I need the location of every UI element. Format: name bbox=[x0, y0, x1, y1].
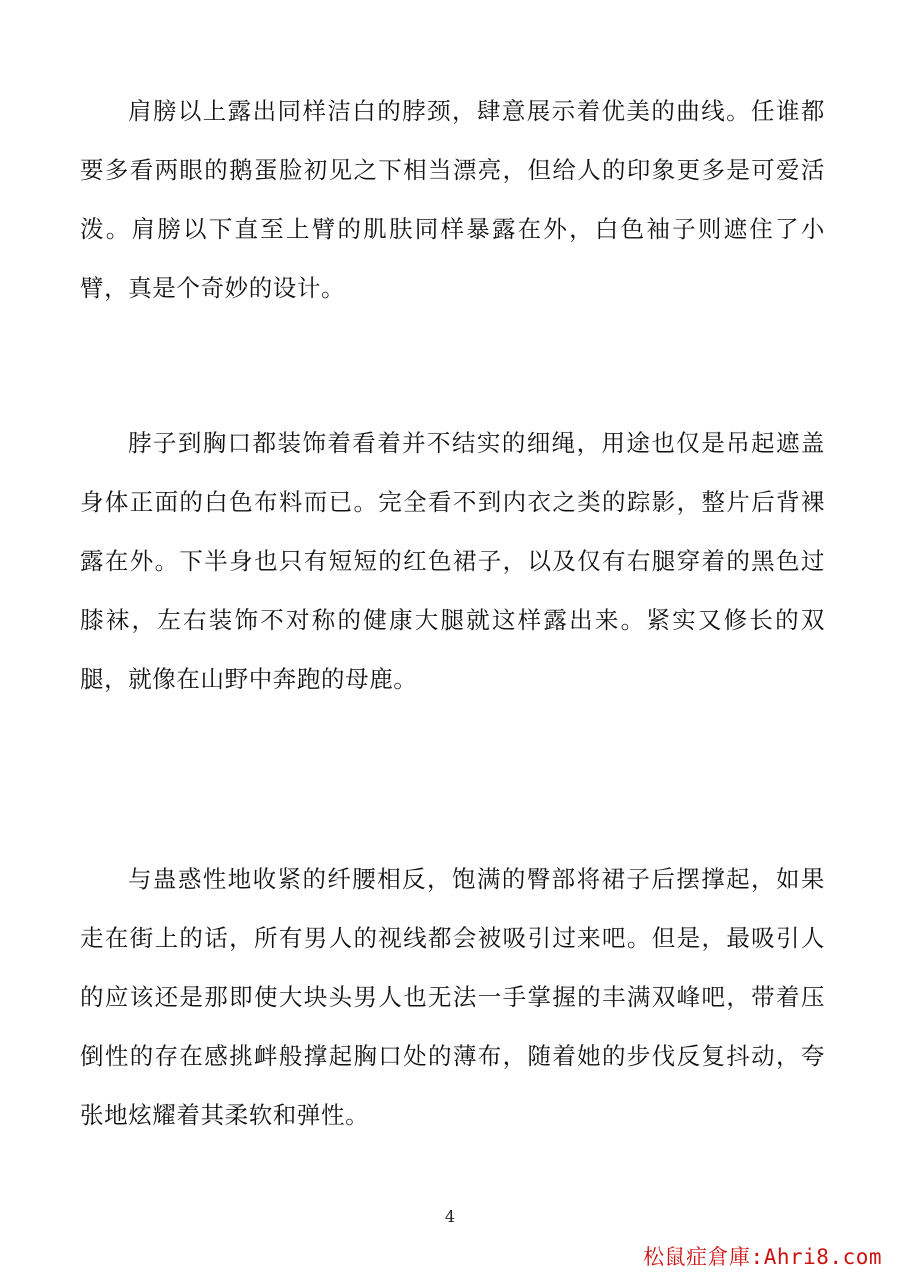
watermark: 松鼠症倉庫:Ahri8.com bbox=[643, 1245, 882, 1269]
paragraph-3: 与蛊惑性地收紧的纤腰相反，饱满的臀部将裙子后摆撑起，如果走在街上的话，所有男人的视线都会被吸引过来吧。但是，最吸引人的应该还是那即使大块头男人也无法一手掌握的丰满双峰吧，带着压倒性的存在感挑衅般撑起胸口处的薄布，随着她的步伐反复抖动，夸张地炫耀着其柔软和弹性。 bbox=[80, 865, 825, 1129]
paragraph-2: 脖子到胸口都装饰着看着并不结实的细绳，用途也仅是吊起遮盖身体正面的白色布料而已。完全看不到内衣之类的踪影，整片后背裸露在外。下半身也只有短短的红色裙子，以及仅有右腿穿着的黑色过膝袜，左右装饰不对称的健康大腿就这样露出来。紧实又修长的双腿，就像在山野中奔跑的母鹿。 bbox=[80, 429, 825, 693]
paragraph-1: 肩膀以上露出同样洁白的脖颈，肆意展示着优美的曲线。任谁都要多看两眼的鹅蛋脸初见之下相当漂亮，但给人的印象更多是可爱活泼。肩膀以下直至上臂的肌肤同样暴露在外，白色袖子则遮住了小臂，真是个奇妙的设计。 bbox=[80, 97, 825, 302]
page-number: 4 bbox=[444, 1207, 456, 1226]
